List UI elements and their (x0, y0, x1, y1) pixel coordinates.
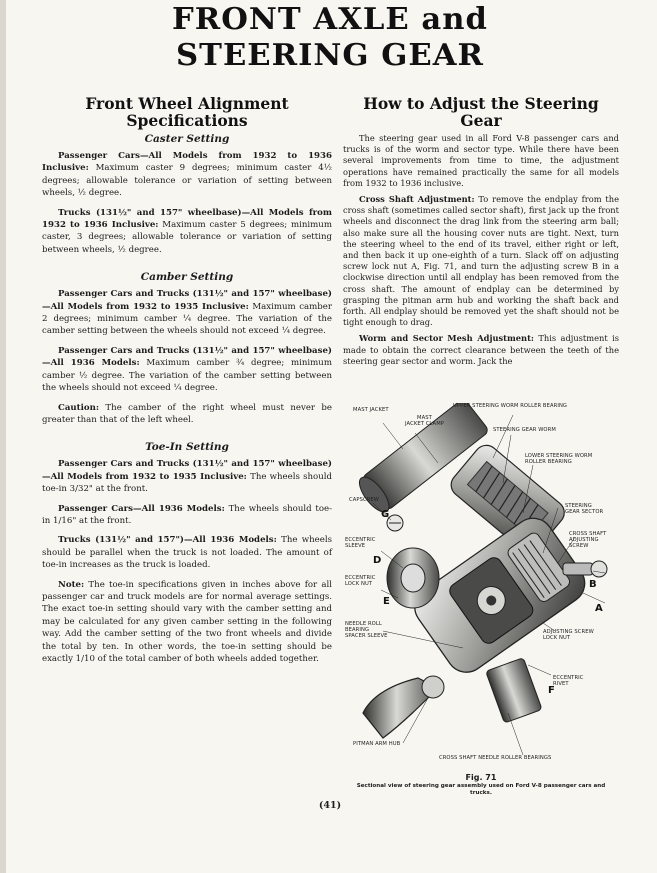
title-line-2: STEERING GEAR (176, 38, 484, 73)
page-title (116, 2, 544, 74)
eccentric-sleeve-callout: ECCENTRIC SLEEVE (345, 537, 376, 549)
page-number: (41) (318, 800, 342, 811)
cross-shaft-screw-callout: CROSS SHAFT ADJUSTING SCREW (569, 531, 607, 549)
figure-number: Fig. 71 (465, 773, 497, 782)
steering-intro-paragraph: The steering gear used in all Ford V-8 passenger cars and trucks is of the worm and sector type. While there have been several improvements from time to time, the adjustment operations have remained practically the same for all models from 1932 to 1936 inclusive. (343, 133, 619, 188)
caster-passenger-paragraph: Passenger Cars—All Models from 1932 to 1936 Inclusive: Maximum caster 9 degrees; minimum caster 4½ degrees; allowable tolerance or variation of setting between wheels, ½ degree. (42, 151, 332, 199)
figure-caption: Sectional view of steering gear assembly used on Ford V-8 passenger cars and trucks. (356, 783, 606, 796)
mast-jacket-callout: MAST JACKET (353, 407, 389, 413)
letter-b: B (589, 579, 597, 590)
needle-sleeve-callout: NEEDLE ROLL BEARING SPACER SLEEVE (345, 621, 388, 639)
eccentric-lock-nut-callout: ECCENTRIC LOCK NUT (345, 575, 376, 587)
cross-shaft-bearings-callout: CROSS SHAFT NEEDLE ROLLER BEARINGS (439, 755, 552, 761)
camber-1936-paragraph: Passenger Cars and Trucks (131½" and 157" wheelbase)—All 1936 Models: Maximum camber ¾ degree; minimum camber ½ degree. The variation of the camber setting between the wheels should not exceed ¼ degree. (42, 345, 332, 394)
left-column (42, 95, 332, 672)
caster-trucks-paragraph: Trucks (131½" and 157" wheelbase)—All Models from 1932 to 1936 Inclusive: Maximum caster 5 degrees; minimum caster, 3 degrees; allowable tolerance or variation of setting between wheels, ½ degree. (42, 207, 332, 255)
letter-a: A (595, 603, 603, 614)
letter-d: D (373, 555, 382, 566)
title-line-1: FRONT AXLE and (172, 2, 488, 37)
camber-heading: Camber Setting (140, 271, 234, 284)
letter-f: F (548, 685, 555, 696)
lower-bearing-callout: LOWER STEERING WORM ROLLER BEARING (525, 453, 593, 465)
pitman-hub-callout: PITMAN ARM HUB (353, 741, 401, 747)
cross-shaft-paragraph: Cross Shaft Adjustment: To remove the endplay from the cross shaft (sometimes called sector shaft), first jack up the front wheels and disconnect the drag link from the steering arm ball; also make sure all the housing cover nuts are tight. Next, turn the steering wheel to the end of its travel, either right or left, and then back it up one-eighth of a turn. Slack off on adjusting screw lock nut A, Fig. 71, and turn the adjusting screw B in a clockwise direction until all endplay has been removed from the cross shaft. The amount of endplay can be determined by grasping the pitman arm hub and working the shaft back and forth. All endplay should be removed yet the shaft should not be tight enough to drag. (343, 194, 619, 328)
adj-lock-nut-callout: ADJUSTING SCREW LOCK NUT (543, 629, 594, 641)
toein-passenger-1936-paragraph: Passenger Cars—All 1936 Models: The wheels should toe-in 1/16" at the front. (42, 503, 332, 526)
letter-g: G (381, 509, 390, 520)
alignment-heading: Front Wheel Alignment Specifications (85, 94, 289, 130)
eccentric-rivet-callout: ECCENTRIC RIVET (553, 675, 584, 687)
gear-sector-callout: STEERING GEAR SECTOR (565, 503, 604, 515)
toein-trucks-1936-paragraph: Trucks (131½" and 157")—All 1936 Models: The wheels should be parallel when the truck is not loaded. The amount of toe-in increases as the truck is loaded. (42, 535, 332, 571)
steering-gear-figure (343, 403, 619, 796)
toein-note-paragraph: Note: The toe-in specifications given in inches above for all passenger car and truck models are for normal average settings. The exact toe-in setting should vary with the camber setting and may be calculated for any given camber setting in the following way. Add the camber setting of the two front wheels and divide the total by ten. In other words, the toe-in setting should be exactly 1/10 of the total camber of both wheels added together. (42, 579, 332, 664)
caster-heading: Caster Setting (144, 133, 230, 145)
capscrew-callout: CAPSCREW (349, 497, 380, 503)
worm-sector-paragraph: Worm and Sector Mesh Adjustment: This adjustment is made to obtain the correct clearance between the teeth of the steering gear sector and worm. Jack the (343, 333, 619, 366)
toein-1932-paragraph: Passenger Cars and Trucks (131½" and 157" wheelbase)—All Models from 1932 to 1935 Inclusive: The wheels should toe-in 3/32" at the front. (42, 459, 333, 495)
right-column (343, 95, 619, 372)
gear-worm-callout: STEERING GEAR WORM (493, 427, 556, 433)
toein-heading: Toe-In Setting (145, 441, 229, 454)
mast-jacket-clamp-callout: MAST JACKET CLAMP (405, 415, 444, 427)
camber-1932-paragraph: Passenger Cars and Trucks (131½" and 157" wheelbase)—All Models from 1932 to 1935 Inclusive: Maximum camber 2 degrees; minimum camber ¼ degree. The variation of the camber setting between the wheels should not exceed ¼ degree. (42, 289, 332, 337)
steering-heading: How to Adjust the Steering Gear (363, 94, 599, 130)
upper-bearing-callout: UPPER STEERING WORM ROLLER BEARING (453, 403, 568, 409)
camber-caution-paragraph: Caution: The camber of the right wheel must never be greater than that of the left wheel. (42, 402, 332, 425)
letter-e: E (383, 596, 390, 607)
